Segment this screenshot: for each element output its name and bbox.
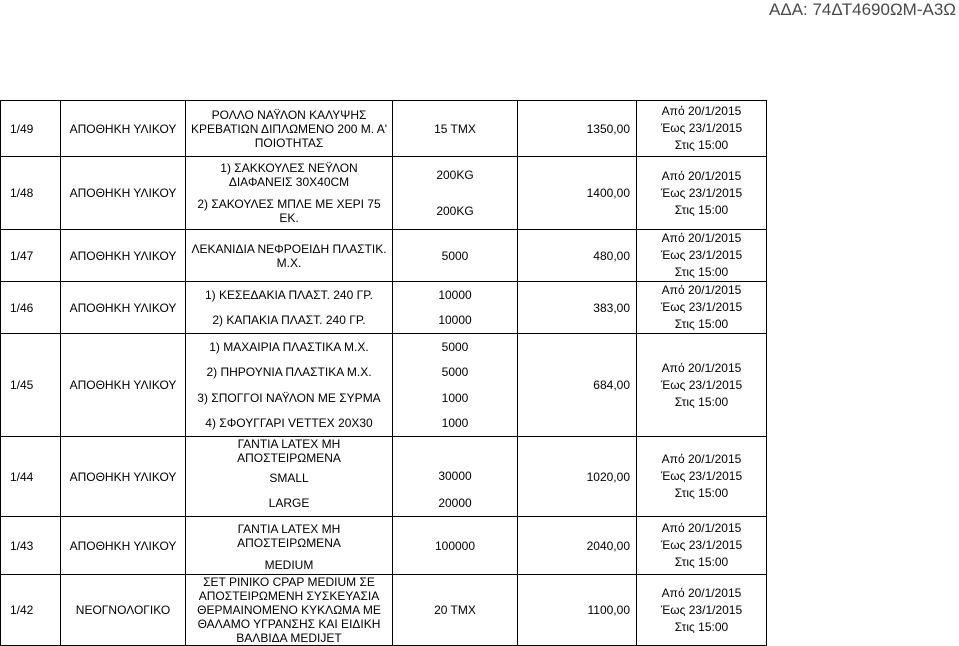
- quantity: 5000: [393, 230, 518, 282]
- quantity: 30000 20000: [393, 437, 518, 517]
- item-description: 1) ΣΑΚΚΟΥΛΕΣ ΝΕΫΛΟΝ ΔΙΑΦΑΝΕΙΣ 30Χ40CM 2) ΣΑΚΟΥΛΕΣ ΜΠΛΕ ΜΕ ΧΕΡΙ 75 ΕΚ.: [186, 157, 393, 230]
- deadline: Από 20/1/2015 Έως 23/1/2015 Στις 15:00: [637, 334, 767, 437]
- price: 1350,00: [518, 101, 637, 157]
- item-description: ΡΟΛΛΟ ΝΑΫΛΟΝ ΚΑΛΥΨΗΣ ΚΡΕΒΑΤΙΩΝ ΔΙΠΛΩΜΕΝΟ 200 Μ. Α' ΠΟΙΟΤΗΤΑΣ: [186, 101, 393, 157]
- table-row: [1, 437, 767, 517]
- price: 2040,00: [518, 517, 637, 575]
- table-row: [1, 282, 767, 334]
- row-number: 1/42: [1, 575, 61, 646]
- row-number: 1/46: [1, 282, 61, 334]
- deadline: Από 20/1/2015 Έως 23/1/2015 Στις 15:00: [637, 157, 767, 230]
- table-row: [1, 230, 767, 282]
- item-description: ΛΕΚΑΝΙΔΙΑ ΝΕΦΡΟΕΙΔΗ ΠΛΑΣΤΙΚ. Μ.Χ.: [186, 230, 393, 282]
- item-description: 1) ΚΕΣΕΔΑΚΙΑ ΠΛΑΣΤ. 240 ΓΡ. 2) ΚΑΠΑΚΙΑ ΠΛΑΣΤ. 240 ΓΡ.: [186, 282, 393, 334]
- table-row: [1, 575, 767, 646]
- deadline: Από 20/1/2015 Έως 23/1/2015 Στις 15:00: [637, 575, 767, 646]
- department: ΑΠΟΘΗΚΗ ΥΛΙΚΟΥ: [61, 101, 186, 157]
- price: 1100,00: [518, 575, 637, 646]
- procurement-table: [0, 100, 767, 646]
- row-number: 1/49: [1, 101, 61, 157]
- item-description: ΣΕΤ ΡΙΝΙΚΟ CPAP MEDIUM ΣΕ ΑΠΟΣΤΕΙΡΩΜΕΝΗ ΣΥΣΚΕΥΑΣΙΑ ΘΕΡΜΑΙΝΟΜΕΝΟ ΚΥΚΛΩΜΑ ΜΕ ΘΑΛΑΜΟ ΥΓΡΑΝΣΗΣ ΚΑΙ ΕΙΔΙΚΗ ΒΑΛΒΙΔΑ MEDIJET: [186, 575, 393, 646]
- quantity: 20 ΤΜΧ: [393, 575, 518, 646]
- department: ΑΠΟΘΗΚΗ ΥΛΙΚΟΥ: [61, 437, 186, 517]
- row-number: 1/47: [1, 230, 61, 282]
- table-row: [1, 101, 767, 157]
- deadline: Από 20/1/2015 Έως 23/1/2015 Στις 15:00: [637, 282, 767, 334]
- deadline: Από 20/1/2015 Έως 23/1/2015 Στις 15:00: [637, 230, 767, 282]
- item-description: ΓΑΝΤΙΑ LATEX ΜΗ ΑΠΟΣΤΕΙΡΩΜΕΝΑ MEDIUM: [186, 517, 393, 575]
- quantity: 100000: [393, 517, 518, 575]
- price: 684,00: [518, 334, 637, 437]
- department: ΑΠΟΘΗΚΗ ΥΛΙΚΟΥ: [61, 282, 186, 334]
- row-number: 1/45: [1, 334, 61, 437]
- department: ΑΠΟΘΗΚΗ ΥΛΙΚΟΥ: [61, 157, 186, 230]
- department: ΑΠΟΘΗΚΗ ΥΛΙΚΟΥ: [61, 230, 186, 282]
- department: ΑΠΟΘΗΚΗ ΥΛΙΚΟΥ: [61, 517, 186, 575]
- table-row: [1, 517, 767, 575]
- row-number: 1/48: [1, 157, 61, 230]
- department: ΑΠΟΘΗΚΗ ΥΛΙΚΟΥ: [61, 334, 186, 437]
- price: 1400,00: [518, 157, 637, 230]
- deadline: Από 20/1/2015 Έως 23/1/2015 Στις 15:00: [637, 101, 767, 157]
- item-description: 1) ΜΑΧΑΙΡΙΑ ΠΛΑΣΤΙΚΑ Μ.Χ. 2) ΠΗΡΟΥΝΙΑ ΠΛΑΣΤΙΚΑ Μ.Χ. 3) ΣΠΟΓΓΟΙ ΝΑΫΛΟΝ ΜΕ ΣΥΡΜΑ 4) ΣΦΟΥΓΓΑΡΙ VETTEX 20X30: [186, 334, 393, 437]
- quantity: 200KG 200KG: [393, 157, 518, 230]
- table-row: [1, 334, 767, 437]
- department: ΝΕΟΓΝΟΛΟΓΙΚΟ: [61, 575, 186, 646]
- quantity: 5000 5000 1000 1000: [393, 334, 518, 437]
- table-row: [1, 157, 767, 230]
- deadline: Από 20/1/2015 Έως 23/1/2015 Στις 15:00: [637, 437, 767, 517]
- row-number: 1/43: [1, 517, 61, 575]
- deadline: Από 20/1/2015 Έως 23/1/2015 Στις 15:00: [637, 517, 767, 575]
- item-description: ΓΑΝΤΙΑ LATEX ΜΗ ΑΠΟΣΤΕΙΡΩΜΕΝΑ SMALL LARGE: [186, 437, 393, 517]
- quantity: 10000 10000: [393, 282, 518, 334]
- quantity: 15 ΤΜΧ: [393, 101, 518, 157]
- ada-code: ΑΔΑ: 74ΔΤ4690ΩΜ-Α3Ω: [769, 0, 956, 19]
- price: 383,00: [518, 282, 637, 334]
- row-number: 1/44: [1, 437, 61, 517]
- price: 480,00: [518, 230, 637, 282]
- price: 1020,00: [518, 437, 637, 517]
